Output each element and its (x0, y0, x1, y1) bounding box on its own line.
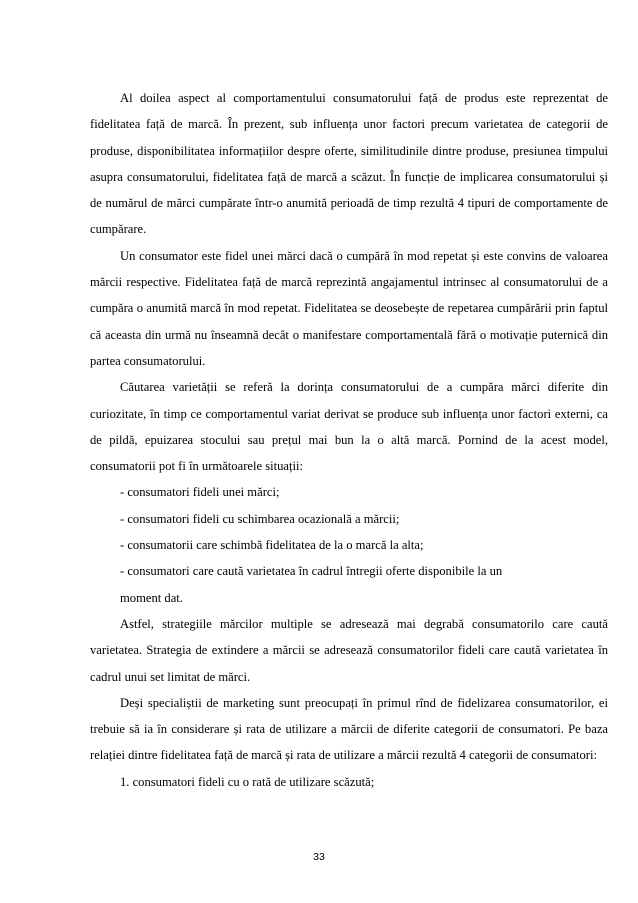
numbered-item: 1. consumatori fideli cu o rată de utilizare scăzută; (120, 774, 375, 789)
list-item-continuation: moment dat. (120, 590, 183, 605)
paragraph-brand-loyalty-intro: Al doilea aspect al comportamentului consumatorului față de produs este reprezentat de fidelitatea față de marcă. În prezent, sub influența unor factori precum varietatea de categorii de produse, disponibilitatea informațiilor despre oferte, similitudinile dintre produse, presiunea timpului asupra consumatorului, fidelitatea față de marcă a scăzut. În funcție de implicarea consumatorului și de numărul de mărci cumpărate într-o anumită perioadă de timp rezultă 4 tipuri de comportamente de cumpărare. (90, 91, 608, 237)
list-item: - consumatori care caută varietatea în cadrul întregii oferte disponibile la un (120, 564, 503, 579)
list-item: - consumatori fideli unei mărci; (120, 485, 280, 500)
page-body (90, 85, 608, 795)
page-number: 33 (313, 851, 325, 863)
paragraph-usage-rate: Deși specialiștii de marketing sunt preocupați în primul rînd de fidelizarea consumatorilor, ei trebuie să ia în considerare și rata de utilizare a mărcii de diferite categorii de consumatori. Pe baza relației dintre fidelitatea față de marcă și rata de utilizare a mărcii rezultă 4 categorii de consumatori: (90, 695, 608, 763)
paragraph-variety-seeking: Căutarea varietății se referă la dorința consumatorului de a cumpăra mărci diferite din curiozitate, în timp ce comportamentul variat derivat se produce sub influența unor factori externi, ca de pildă, epuizarea stocului sau prețul mai bun la o altă marcă. Pornind de la acest model, consumatorii pot fi în următoarele situații: (90, 380, 608, 474)
paragraph-loyal-consumer: Un consumator este fidel unei mărci dacă o cumpără în mod repetat și este convins de valoarea mărcii respective. Fidelitatea față de marcă reprezintă angajamentul intrinsec al consumatorului de a cumpăra o anumită marcă în mod repetat. Fidelitatea se deosebește de repetarea cumpărării prin faptul că aceasta din urmă nu înseamnă decât o manifestare comportamentală fără o motivație puternică din partea consumatorului. (90, 248, 608, 368)
paragraph-multiple-brands-strategy: Astfel, strategiile mărcilor multiple se adresează mai degrabă consumatorilo care caută varietatea. Strategia de extindere a mărcii se adresează consumatorilor fideli care caută varietatea în cadrul unui set limitat de mărci. (90, 616, 608, 684)
list-item: - consumatori fideli cu schimbarea ocazională a mărcii; (120, 511, 400, 526)
list-item: - consumatorii care schimbă fidelitatea de la o marcă la alta; (120, 538, 424, 553)
